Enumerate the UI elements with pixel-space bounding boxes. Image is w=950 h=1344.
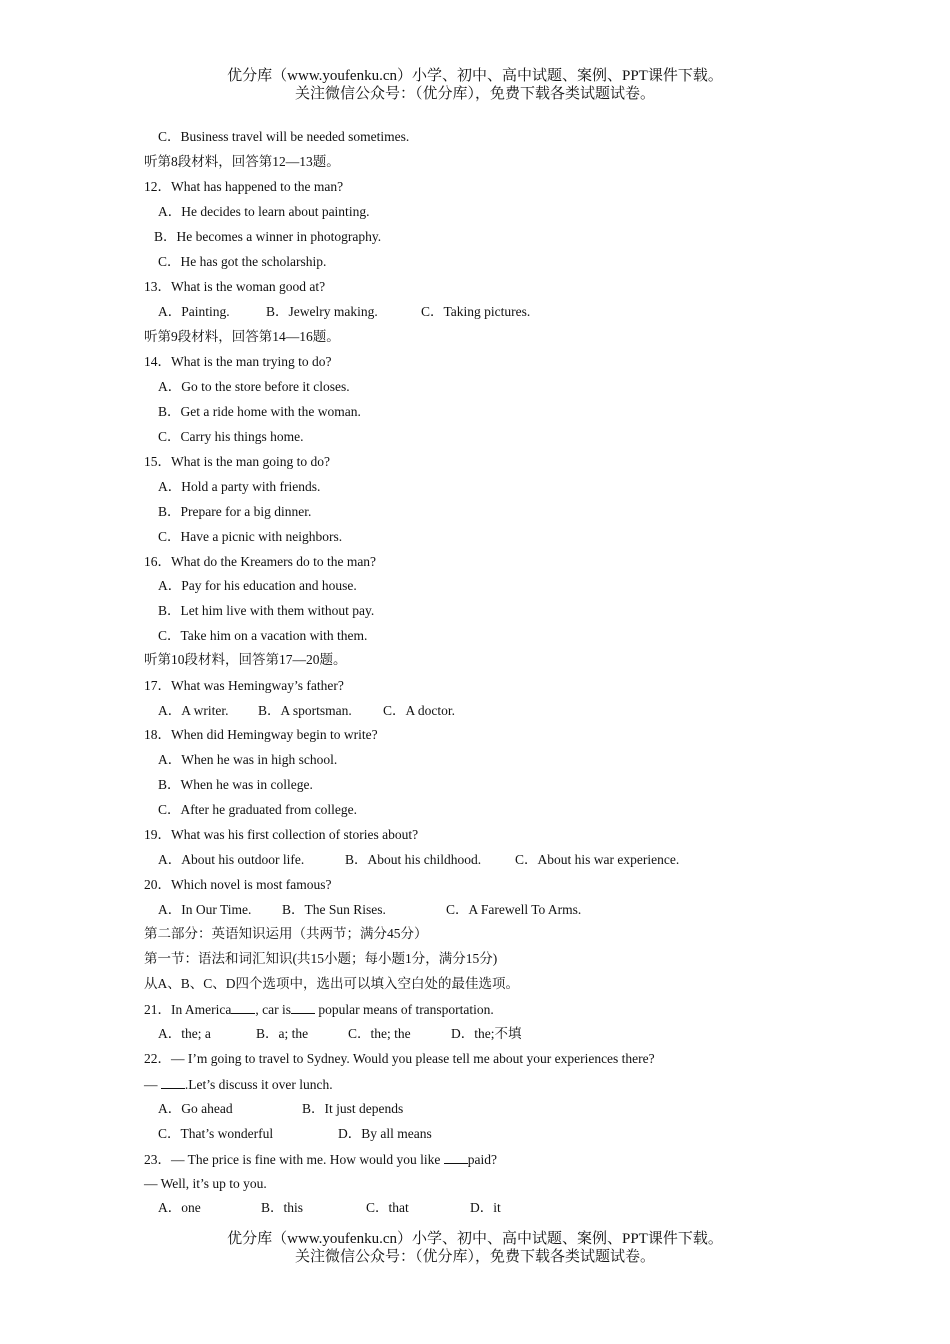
question-12: 12．What has happened to the man? — [144, 179, 344, 194]
q23-option-d: D．it — [470, 1200, 501, 1215]
q22-response-text-2: .Let’s discuss it over lunch. — [184, 1077, 333, 1092]
q21-text-3: popular means of transportation. — [314, 1002, 494, 1017]
q17-option-c: C．A doctor. — [383, 703, 456, 718]
q16-option-b: B．Let him live with them without pay. — [158, 603, 375, 618]
footer-line-1: 优分库（www.youfenku.cn）小学、初中、高中试题、案例、PPT课件下载。 — [227, 1231, 723, 1247]
q17-option-a: A．A writer. — [158, 703, 229, 718]
q20-option-b: B．The Sun Rises. — [282, 902, 386, 917]
q14-option-c: C．Carry his things home. — [158, 429, 304, 444]
q11-option-c: C．Business travel will be needed sometimes. — [158, 129, 410, 144]
question-13: 13．What is the woman good at? — [144, 279, 326, 294]
q13-option-a: A．Painting. — [158, 304, 230, 319]
q12-option-b: B．He becomes a winner in photography. — [154, 229, 382, 244]
q19-option-b: B．About his childhood. — [345, 852, 482, 867]
q18-option-b: B．When he was in college. — [158, 777, 313, 792]
q21-option-b: B．a; the — [256, 1026, 309, 1041]
part-2-heading: 第二部分：英语知识运用（共两节；满分45分） — [144, 926, 428, 941]
q14-option-a: A．Go to the store before it closes. — [158, 379, 350, 394]
q22-option-c: C．That’s wonderful — [158, 1126, 274, 1141]
question-14: 14．What is the man trying to do? — [144, 354, 332, 369]
q22-option-a: A．Go ahead — [158, 1101, 233, 1116]
footer-line-2: 关注微信公众号：（优分库），免费下载各类试题试卷。 — [294, 1249, 655, 1265]
question-18: 18．When did Hemingway begin to write? — [144, 727, 378, 742]
q20-option-c: C．A Farewell To Arms. — [446, 902, 582, 917]
q18-option-c: C．After he graduated from college. — [158, 802, 358, 817]
q12-option-a: A．He decides to learn about painting. — [158, 204, 370, 219]
q23-option-a: A．one — [158, 1200, 201, 1215]
question-16: 16．What do the Kreamers do to the man? — [144, 554, 377, 569]
q21-option-a: A．the; a — [158, 1026, 211, 1041]
question-22: 22．— I’m going to travel to Sydney. Would you please tell me about your experiences there? — [144, 1051, 655, 1066]
q23-blank — [444, 1151, 468, 1164]
question-20: 20．Which novel is most famous? — [144, 877, 332, 892]
q15-option-c: C．Have a picnic with neighbors. — [158, 529, 343, 544]
q19-option-a: A．About his outdoor life. — [158, 852, 305, 867]
q21-option-d: D．the;不填 — [451, 1026, 522, 1041]
q13-option-b: B．Jewelry making. — [266, 304, 378, 319]
q23-option-c: C．that — [366, 1200, 409, 1215]
q23-response: — Well, it’s up to you. — [144, 1176, 267, 1191]
header-line-2: 关注微信公众号：（优分库），免费下载各类试题试卷。 — [294, 86, 655, 102]
q17-option-b: B．A sportsman. — [258, 703, 352, 718]
q19-option-c: C．About his war experience. — [515, 852, 680, 867]
q15-option-a: A．Hold a party with friends. — [158, 479, 321, 494]
section-8-instruction: 听第8段材料，回答第12—13题。 — [144, 154, 340, 169]
q23-text-2: paid? — [467, 1152, 497, 1167]
q22-option-d: D．By all means — [338, 1126, 432, 1141]
q22-option-b: B．It just depends — [302, 1101, 404, 1116]
section-9-instruction: 听第9段材料，回答第14—16题。 — [144, 329, 340, 344]
header-line-1: 优分库（www.youfenku.cn）小学、初中、高中试题、案例、PPT课件下载。 — [227, 68, 723, 84]
q14-option-b: B．Get a ride home with the woman. — [158, 404, 361, 419]
page-footer — [0, 1230, 950, 1266]
question-19: 19．What was his first collection of stories about? — [144, 827, 419, 842]
section-1-heading: 第一节：语法和词汇知识(共15小题；每小题1分，满分15分) — [144, 951, 498, 966]
question-23 — [144, 1151, 497, 1168]
question-21 — [144, 1001, 494, 1018]
page-header — [0, 67, 950, 103]
q22-response — [144, 1076, 333, 1093]
q20-option-a: A．In Our Time. — [158, 902, 252, 917]
q21-text-2: , car is — [255, 1002, 291, 1017]
q15-option-b: B．Prepare for a big dinner. — [158, 504, 312, 519]
q12-option-c: C．He has got the scholarship. — [158, 254, 327, 269]
q18-option-a: A．When he was in high school. — [158, 752, 338, 767]
q13-option-c: C．Taking pictures. — [421, 304, 531, 319]
q22-response-text-1: — — [144, 1077, 161, 1092]
q21-blank-2 — [291, 1001, 315, 1014]
question-17: 17．What was Hemingway’s father? — [144, 678, 344, 693]
q23-option-b: B．this — [261, 1200, 304, 1215]
q23-text-1: 23．— The price is fine with me. How would you like — [144, 1152, 444, 1167]
instructions: 从A、B、C、D四个选项中，选出可以填入空白处的最佳选项。 — [144, 976, 520, 991]
q21-blank-1 — [231, 1001, 255, 1014]
section-10-instruction: 听第10段材料，回答第17—20题。 — [144, 652, 347, 667]
q21-option-c: C．the; the — [348, 1026, 411, 1041]
question-15: 15．What is the man going to do? — [144, 454, 330, 469]
q22-blank — [161, 1076, 185, 1089]
q21-text-1: 21．In America — [144, 1002, 232, 1017]
q16-option-c: C．Take him on a vacation with them. — [158, 628, 368, 643]
q16-option-a: A．Pay for his education and house. — [158, 578, 357, 593]
